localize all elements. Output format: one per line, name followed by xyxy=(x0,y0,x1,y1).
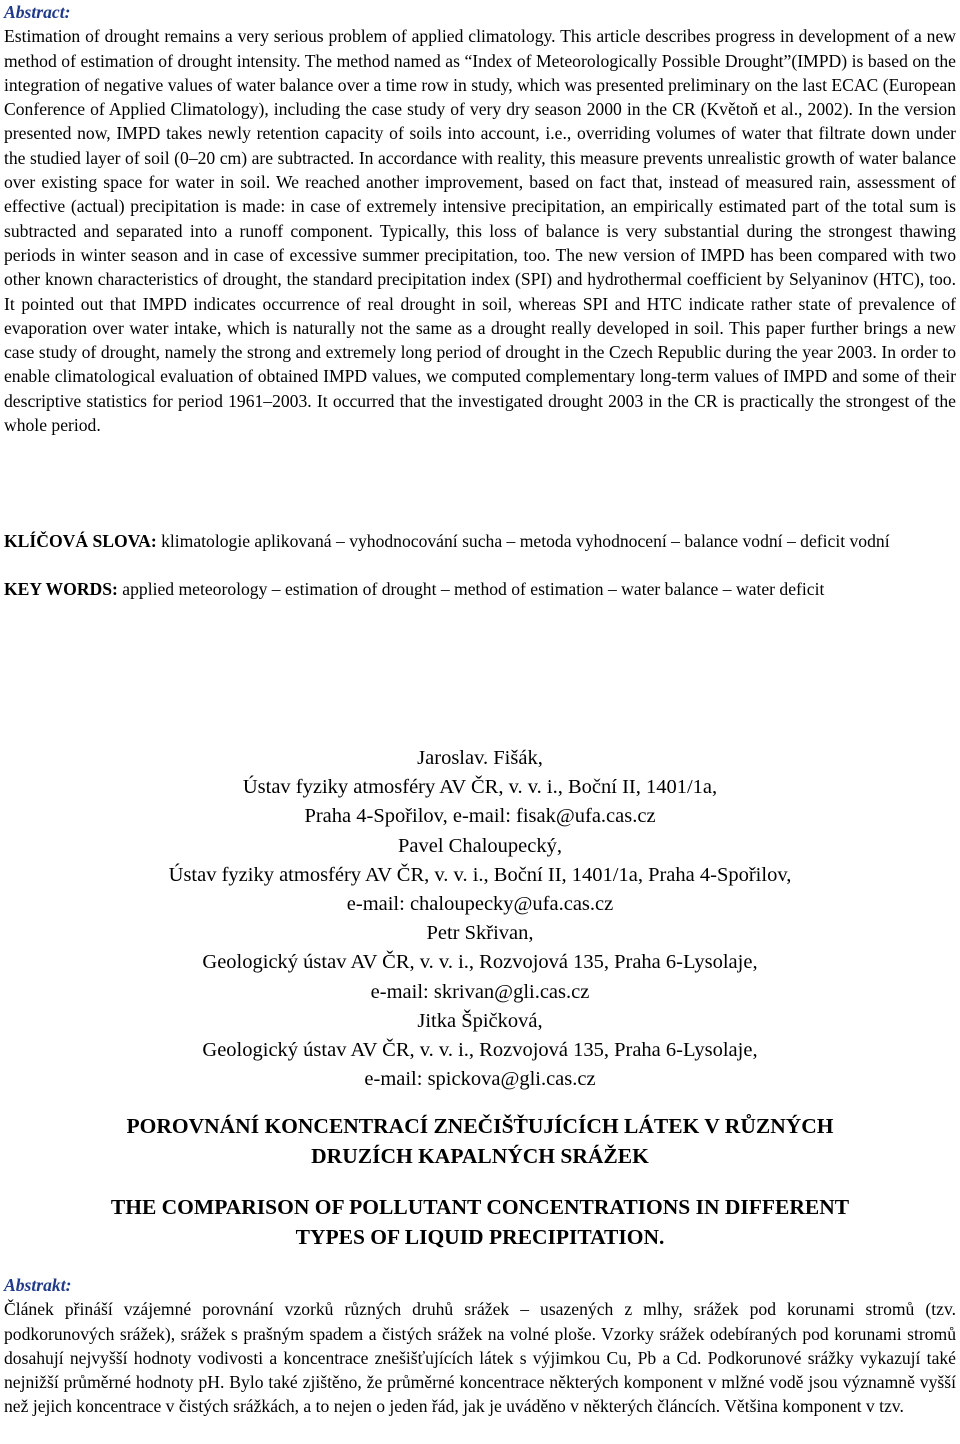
title-en-line: THE COMPARISON OF POLLUTANT CONCENTRATIONS IN DIFFERENT xyxy=(110,1195,850,1219)
keywords-cz xyxy=(4,529,956,553)
abstract-en-heading: Abstract: xyxy=(4,2,71,22)
title-en-line: TYPES OF LIQUID PRECIPITATION. xyxy=(295,1224,665,1249)
abstract-en-section xyxy=(4,0,956,437)
author-line: Geologický ústav AV ČR, v. v. i., Rozvojová 135, Praha 6-Lysolaje, xyxy=(202,1039,758,1062)
author-line: Praha 4-Spořilov, e-mail: fisak@ufa.cas.cz xyxy=(304,805,656,828)
author-line: Geologický ústav AV ČR, v. v. i., Rozvojová 135, Praha 6-Lysolaje, xyxy=(202,951,758,974)
author-line: Ústav fyziky atmosféry AV ČR, v. v. i., Boční II, 1401/1a, Praha 4-Spořilov, xyxy=(168,863,792,886)
author-line: Petr Skřivan, xyxy=(426,922,534,945)
abstract-cz-text: Článek přináší vzájemné porovnání vzorků různých druhů srážek – usazených z mlhy, srážek pod korunami stromů (tzv. podkorunových srážek), srážek s prašným spadem a čistých srážek na volné ploše. Vzorky srážek odebíraných pod korunami stromů dosahují nejvyšší hodnoty vodivosti a koncentrace znešišťujících látek s výjimkou Cu, Pb a Cd. Podkorunové srážky vykazují také nejnižší průměrné hodnoty pH. Bylo také zjištěno, že průměrné koncentrace některých komponent v mlžné vodě jsou významně vyšší než jejich koncentrace v čistých srážkách, a to nejen o jeden řád, jak je uváděno v některých článcích. Většina komponent v tzv. xyxy=(4,1299,956,1417)
keywords-en-label: KEY WORDS: xyxy=(4,579,118,599)
title-cz-line: DRUZÍCH KAPALNÝCH SRÁŽEK xyxy=(311,1143,649,1168)
keywords-en-text: applied meteorology – estimation of drought – method of estimation – water balance – water deficit xyxy=(117,579,825,599)
author-line: Jaroslav. Fišák, xyxy=(417,747,543,769)
abstract-cz-heading: Abstrakt: xyxy=(4,1275,72,1295)
keywords-en xyxy=(4,577,956,601)
abstract-en-text: Estimation of drought remains a very serious problem of applied climatology. This article describes progress in development of a new method of estimation of drought intensity. The method named as “Index of Meteorologically Possible Drought”(IMPD) is based on the integration of negative values of water balance over a time row in study, which was presented preliminary on the last ECAC (European Conference of Applied Climatology), including the case study of very dry season 2000 in the CR (Květoň et al., 2002). In the version presented now, IMPD takes newly retention capacity of soils into account, i.e., overriding volumes of water that filtrate down under the studied layer of soil (0–20 cm) are subtracted. In accordance with reality, this measure prevents unrealistic growth of water balance over existing space for water in soil. We reached another improvement, based on fact that, instead of measured rain, assessment of effective (actual) precipitation is made: in case of extremely intensive precipitation, an empirically estimated part of the total sum is subtracted and separated into a runoff component. Typically, this loss of balance is very substantial during the strongest thawing periods in winter season and in case of excessive summer precipitation, too. The new version of IMPD has been compared with two other known characteristics of drought, the standard precipitation index (SPI) and hydrothermal coefficient by Selyaninov (HTC), too. It pointed out that IMPD indicates occurrence of real drought in soil, whereas SPI and HTC indicate rather state of prevalence of evaporation over water intake, which is naturally not the same as a drought really developed in soil. This paper further brings a new case study of drought, namely the strong and extremely long period of drought in the Czech Republic during the year 2003. In order to enable climatological evaluation of obtained IMPD values, we computed complementary long-term values of IMPD and some of their descriptive statistics for period 1961–2003. It occurred that the investigated drought 2003 in the CR is practically the strongest of the whole period. xyxy=(4,26,956,436)
title-cz-line: POROVNÁNÍ KONCENTRACÍ ZNEČIŠŤUJÍCÍCH LÁTEK V RŮZNÝCH xyxy=(126,1114,834,1138)
author-line: Pavel Chaloupecký, xyxy=(398,834,562,857)
abstract-cz-section xyxy=(4,1273,956,1419)
author-line: e-mail: spickova@gli.cas.cz xyxy=(364,1068,596,1091)
keywords-cz-label: KLÍČOVÁ SLOVA: xyxy=(4,531,157,551)
title-cz xyxy=(4,1112,956,1171)
keywords-cz-text: klimatologie aplikovaná – vyhodnocování sucha – metoda vyhodnocení – balance vodní – deficit vodní xyxy=(156,531,890,551)
author-line: e-mail: skrivan@gli.cas.cz xyxy=(370,980,590,1003)
author-list xyxy=(4,744,956,1094)
title-en xyxy=(4,1193,956,1252)
author-line: Ústav fyziky atmosféry AV ČR, v. v. i., Boční II, 1401/1a, xyxy=(242,776,718,799)
author-line: Jitka Špičková, xyxy=(417,1009,543,1032)
author-line: e-mail: chaloupecky@ufa.cas.cz xyxy=(346,893,614,916)
